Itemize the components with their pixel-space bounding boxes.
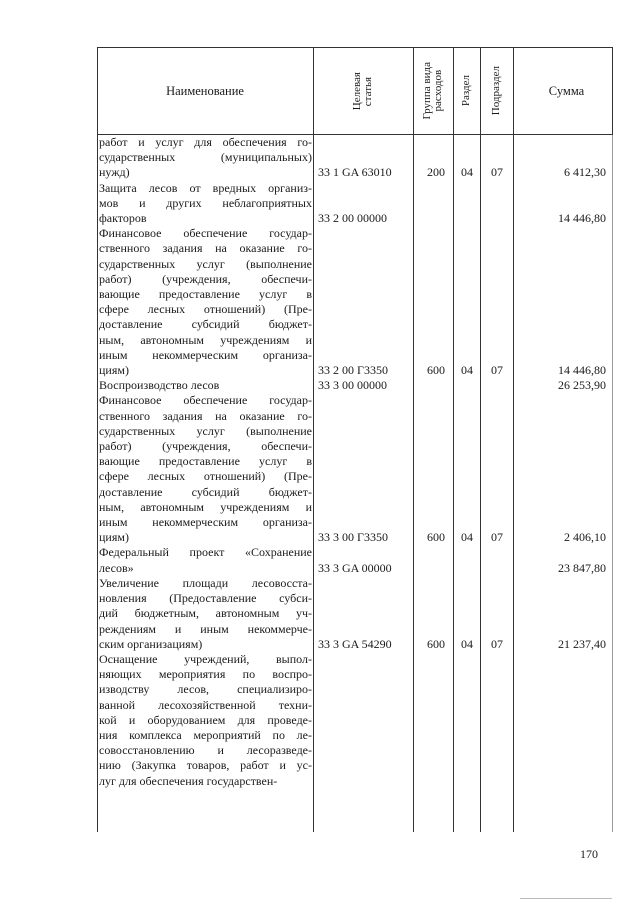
row-article-code: 33 3 GA 00000 — [318, 560, 392, 575]
row-name — [99, 393, 312, 545]
row-sum: 6 412,30 — [564, 165, 606, 180]
row-name-line: новления (Предоставление субси- — [99, 591, 312, 606]
row-name-line: няющих мероприятия по воспро- — [99, 667, 312, 682]
row-name-line: дий бюджетным, автономным уч- — [99, 606, 312, 621]
row-name-line: реждениям и иным некоммерче- — [99, 621, 312, 636]
column-divider — [413, 47, 414, 832]
row-name-line: изводству лесов, специализиро- — [99, 682, 312, 697]
row-subsection: 07 — [491, 530, 503, 545]
row-name-line: работ и услуг для обеспечения го- — [99, 135, 312, 149]
row-name-line: кой и оборудованием для проведе- — [99, 712, 312, 727]
row-name — [99, 226, 312, 378]
row-name — [99, 576, 312, 652]
row-name-line: иным некоммерческим организа- — [99, 347, 312, 362]
footer-line — [520, 898, 612, 899]
row-name-line: лесов» — [99, 560, 134, 575]
row-sum: 26 253,90 — [558, 378, 606, 393]
row-name-line: сфере лесных отношений) (Пре- — [99, 302, 312, 317]
row-name-line: ным, автономным учреждениям и — [99, 499, 312, 514]
row-name-line: Финансовое обеспечение государ- — [99, 393, 312, 408]
header-sum: Сумма — [548, 83, 585, 98]
row-sum: 14 446,80 — [558, 211, 606, 225]
row-name-line: ванной лесохозяйственной техни- — [99, 697, 312, 712]
row-name — [99, 181, 312, 227]
row-article-code: 33 3 00 00000 — [318, 378, 387, 393]
row-name-line: ственного задания на оказание го- — [99, 241, 312, 256]
header-section: Раздел — [460, 75, 472, 107]
row-name — [99, 652, 312, 789]
row-name-line: Федеральный проект «Сохранение — [99, 545, 312, 560]
row-name-line: циям) — [99, 363, 129, 378]
name-column — [99, 135, 312, 789]
row-name-line: сударственных услуг (выполнение — [99, 256, 312, 271]
row-section: 04 — [461, 530, 473, 545]
row-name-line: Воспроизводство лесов — [99, 378, 220, 393]
row-expense-group: 600 — [427, 636, 445, 651]
row-name-line: ния комплекса мероприятий по ле- — [99, 727, 312, 742]
row-name-line: циям) — [99, 530, 129, 545]
row-sum: 14 446,80 — [558, 363, 606, 377]
header-expense-group: Группа вида расходов — [421, 62, 444, 120]
table-left-border — [97, 135, 98, 832]
row-name-line: Защита лесов от вредных организ- — [99, 180, 312, 195]
row-subsection: 07 — [491, 363, 503, 377]
row-name-line: иным некоммерческим организа- — [99, 515, 312, 530]
column-divider — [480, 47, 481, 832]
row-sum: 23 847,80 — [558, 560, 606, 575]
row-name-line: нию (Закупка товаров, работ и ус- — [99, 758, 312, 773]
row-sum: 2 406,10 — [564, 530, 606, 545]
row-name — [99, 135, 312, 181]
row-name-line: луг для обеспечения государствен- — [99, 773, 278, 788]
row-section: 04 — [461, 363, 473, 377]
row-expense-group: 600 — [427, 530, 445, 545]
row-name-line: мов и других неблагоприятных — [99, 195, 312, 210]
header-subsection: Подраздел — [490, 66, 502, 116]
row-name — [99, 545, 312, 575]
header-name: Наименование — [166, 83, 244, 98]
row-name-line: ским организациям) — [99, 636, 203, 651]
row-name-line: Увеличение площади лесовосста- — [99, 575, 312, 590]
row-section: 04 — [461, 165, 473, 180]
row-name-line: доставление субсидий бюджет- — [99, 484, 312, 499]
row-name-line: совосстановлению и лесоразведе- — [99, 743, 312, 758]
row-name-line: Оснащение учреждений, выпол- — [99, 651, 312, 666]
row-article-code: 33 3 00 Г3350 — [318, 530, 388, 545]
row-subsection: 07 — [491, 165, 503, 180]
row-name-line: ным, автономным учреждениям и — [99, 332, 312, 347]
row-name-line: доставление субсидий бюджет- — [99, 317, 312, 332]
row-name-line: нужд) — [99, 165, 130, 180]
row-name-line: сударственных услуг (выполнение — [99, 423, 312, 438]
table-right-border — [612, 135, 613, 832]
row-name-line: Финансовое обеспечение государ- — [99, 226, 312, 241]
row-name-line: сударственных (муниципальных) — [99, 150, 312, 165]
column-divider — [313, 47, 314, 832]
row-name-line: работ) (учреждения, обеспечи- — [99, 271, 312, 286]
page-number: 170 — [580, 847, 598, 861]
row-subsection: 07 — [491, 636, 503, 651]
row-name-line: вающие предоставление услуг в — [99, 454, 312, 469]
row-name-line: вающие предоставление услуг в — [99, 287, 312, 302]
row-section: 04 — [461, 636, 473, 651]
column-divider — [513, 47, 514, 832]
row-expense-group: 200 — [427, 165, 445, 180]
row-article-code: 33 2 00 00000 — [318, 211, 387, 225]
row-name-line: ственного задания на оказание го- — [99, 408, 312, 423]
row-name-line: работ) (учреждения, обеспечи- — [99, 439, 312, 454]
row-sum: 21 237,40 — [558, 636, 606, 651]
row-article-code: 33 1 GA 63010 — [318, 165, 392, 180]
row-name — [99, 378, 312, 393]
row-article-code: 33 3 GA 54290 — [318, 636, 392, 651]
row-expense-group: 600 — [427, 363, 445, 377]
row-name-line: сфере лесных отношений) (Пре- — [99, 469, 312, 484]
row-article-code: 33 2 00 Г3350 — [318, 363, 388, 377]
header-article: Целевая статья — [351, 71, 374, 111]
row-name-line: факторов — [99, 211, 147, 226]
